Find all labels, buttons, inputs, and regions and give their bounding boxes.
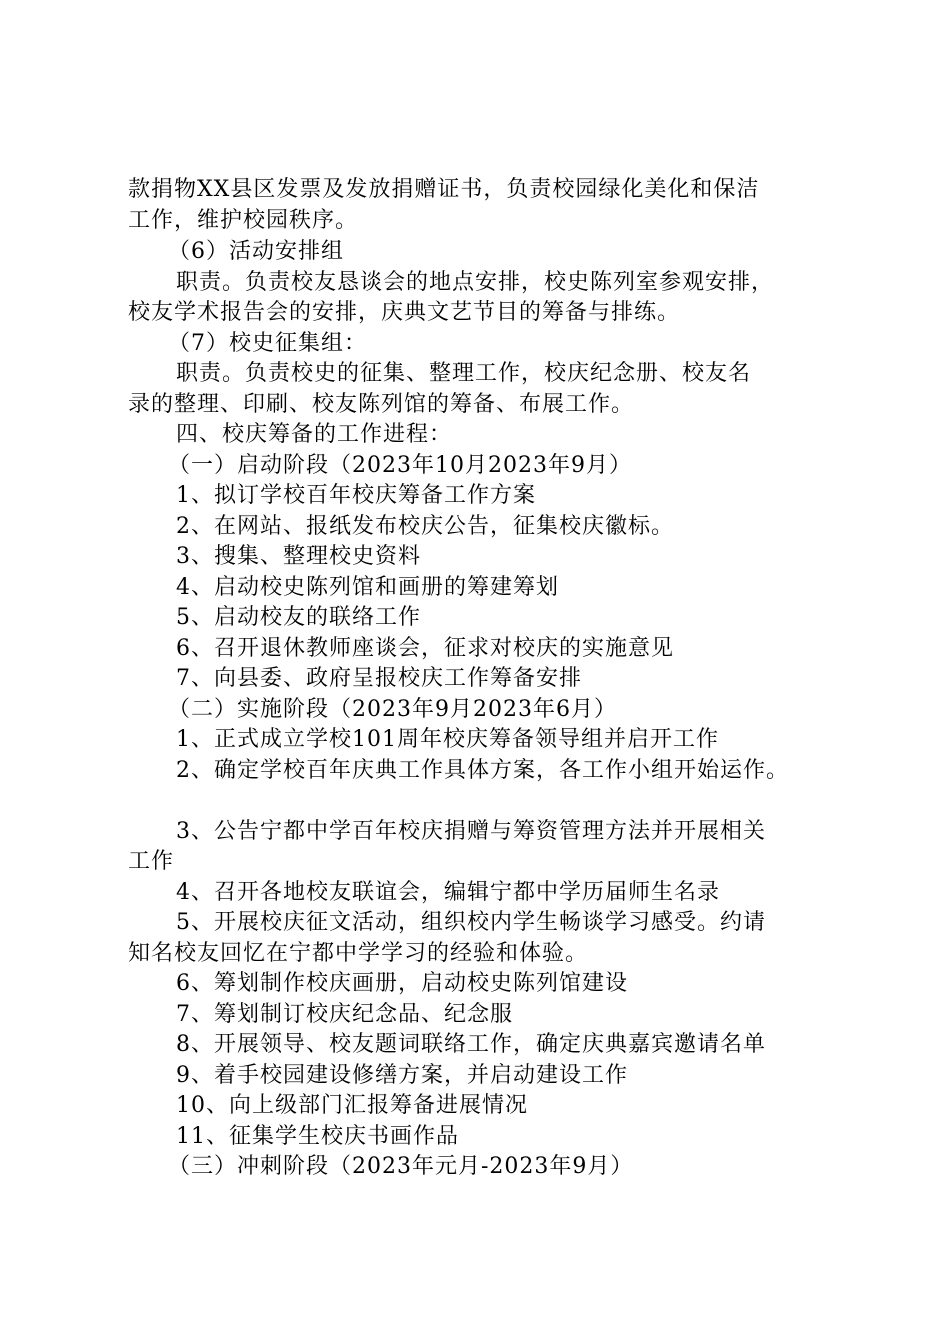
list-item: 11、征集学生校庆书画作品 <box>176 1124 459 1149</box>
list-item: 4、启动校史陈列馆和画册的筹建筹划 <box>176 575 559 600</box>
list-item: 10、向上级部门汇报筹备进展情况 <box>176 1093 528 1118</box>
text-line: 职责。负责校友恳谈会的地点安排，校史陈列室参观安排， <box>176 270 775 295</box>
list-item: 7、筹划制订校庆纪念品、纪念服 <box>176 1002 513 1027</box>
list-item: 5、开展校庆征文活动，组织校内学生畅谈学习感受。约请 <box>176 910 766 935</box>
text-line: 工作，维护校园秩序。 <box>128 208 359 233</box>
text-line: 职责。负责校史的征集、整理工作，校庆纪念册、校友名 <box>176 361 752 386</box>
phase-heading: （一）启动阶段（2023年10月2023年9月） <box>168 453 632 478</box>
list-item: 7、向县委、政府呈报校庆工作筹备安排 <box>176 666 582 691</box>
section-heading: （7）校史征集组： <box>168 331 367 356</box>
list-item: 3、公告宁都中学百年校庆捐赠与筹资管理方法并开展相关 <box>176 819 766 844</box>
list-item: 3、搜集、整理校史资料 <box>176 544 421 569</box>
text-line: 知名校友回忆在宁都中学学习的经验和体验。 <box>128 941 589 966</box>
text-line: 校友学术报告会的安排，庆典文艺节目的筹备与排练。 <box>128 300 681 325</box>
phase-heading: （二）实施阶段（2023年9月2023年6月） <box>168 697 617 722</box>
list-item: 6、召开退休教师座谈会，征求对校庆的实施意见 <box>176 636 674 661</box>
list-item: 2、确定学校百年庆典工作具体方案，各工作小组开始运作。 <box>176 758 789 783</box>
section-heading: 四、校庆筹备的工作进程： <box>176 422 453 447</box>
text-line: 款捐物XX县区发票及发放捐赠证书，负责校园绿化美化和保洁 <box>128 177 760 202</box>
list-item: 8、开展领导、校友题词联络工作，确定庆典嘉宾邀请名单 <box>176 1032 766 1057</box>
phase-heading: （三）冲刺阶段（2023年元月-2023年9月） <box>168 1154 634 1179</box>
text-line: 录的整理、印刷、校友陈列馆的筹备、布展工作。 <box>128 392 635 417</box>
list-item: 1、拟订学校百年校庆筹备工作方案 <box>176 483 536 508</box>
list-item: 4、召开各地校友联谊会，编辑宁都中学历届师生名录 <box>176 880 720 905</box>
list-item: 9、着手校园建设修缮方案，并启动建设工作 <box>176 1063 628 1088</box>
list-item: 5、启动校友的联络工作 <box>176 605 421 630</box>
section-heading: （6）活动安排组 <box>168 239 344 264</box>
text-line: 工作 <box>128 849 175 874</box>
list-item: 6、筹划制作校庆画册，启动校史陈列馆建设 <box>176 971 628 996</box>
list-item: 2、在网站、报纸发布校庆公告，征集校庆徽标。 <box>176 514 674 539</box>
list-item: 1、正式成立学校101周年校庆筹备领导组并启开工作 <box>176 727 719 752</box>
